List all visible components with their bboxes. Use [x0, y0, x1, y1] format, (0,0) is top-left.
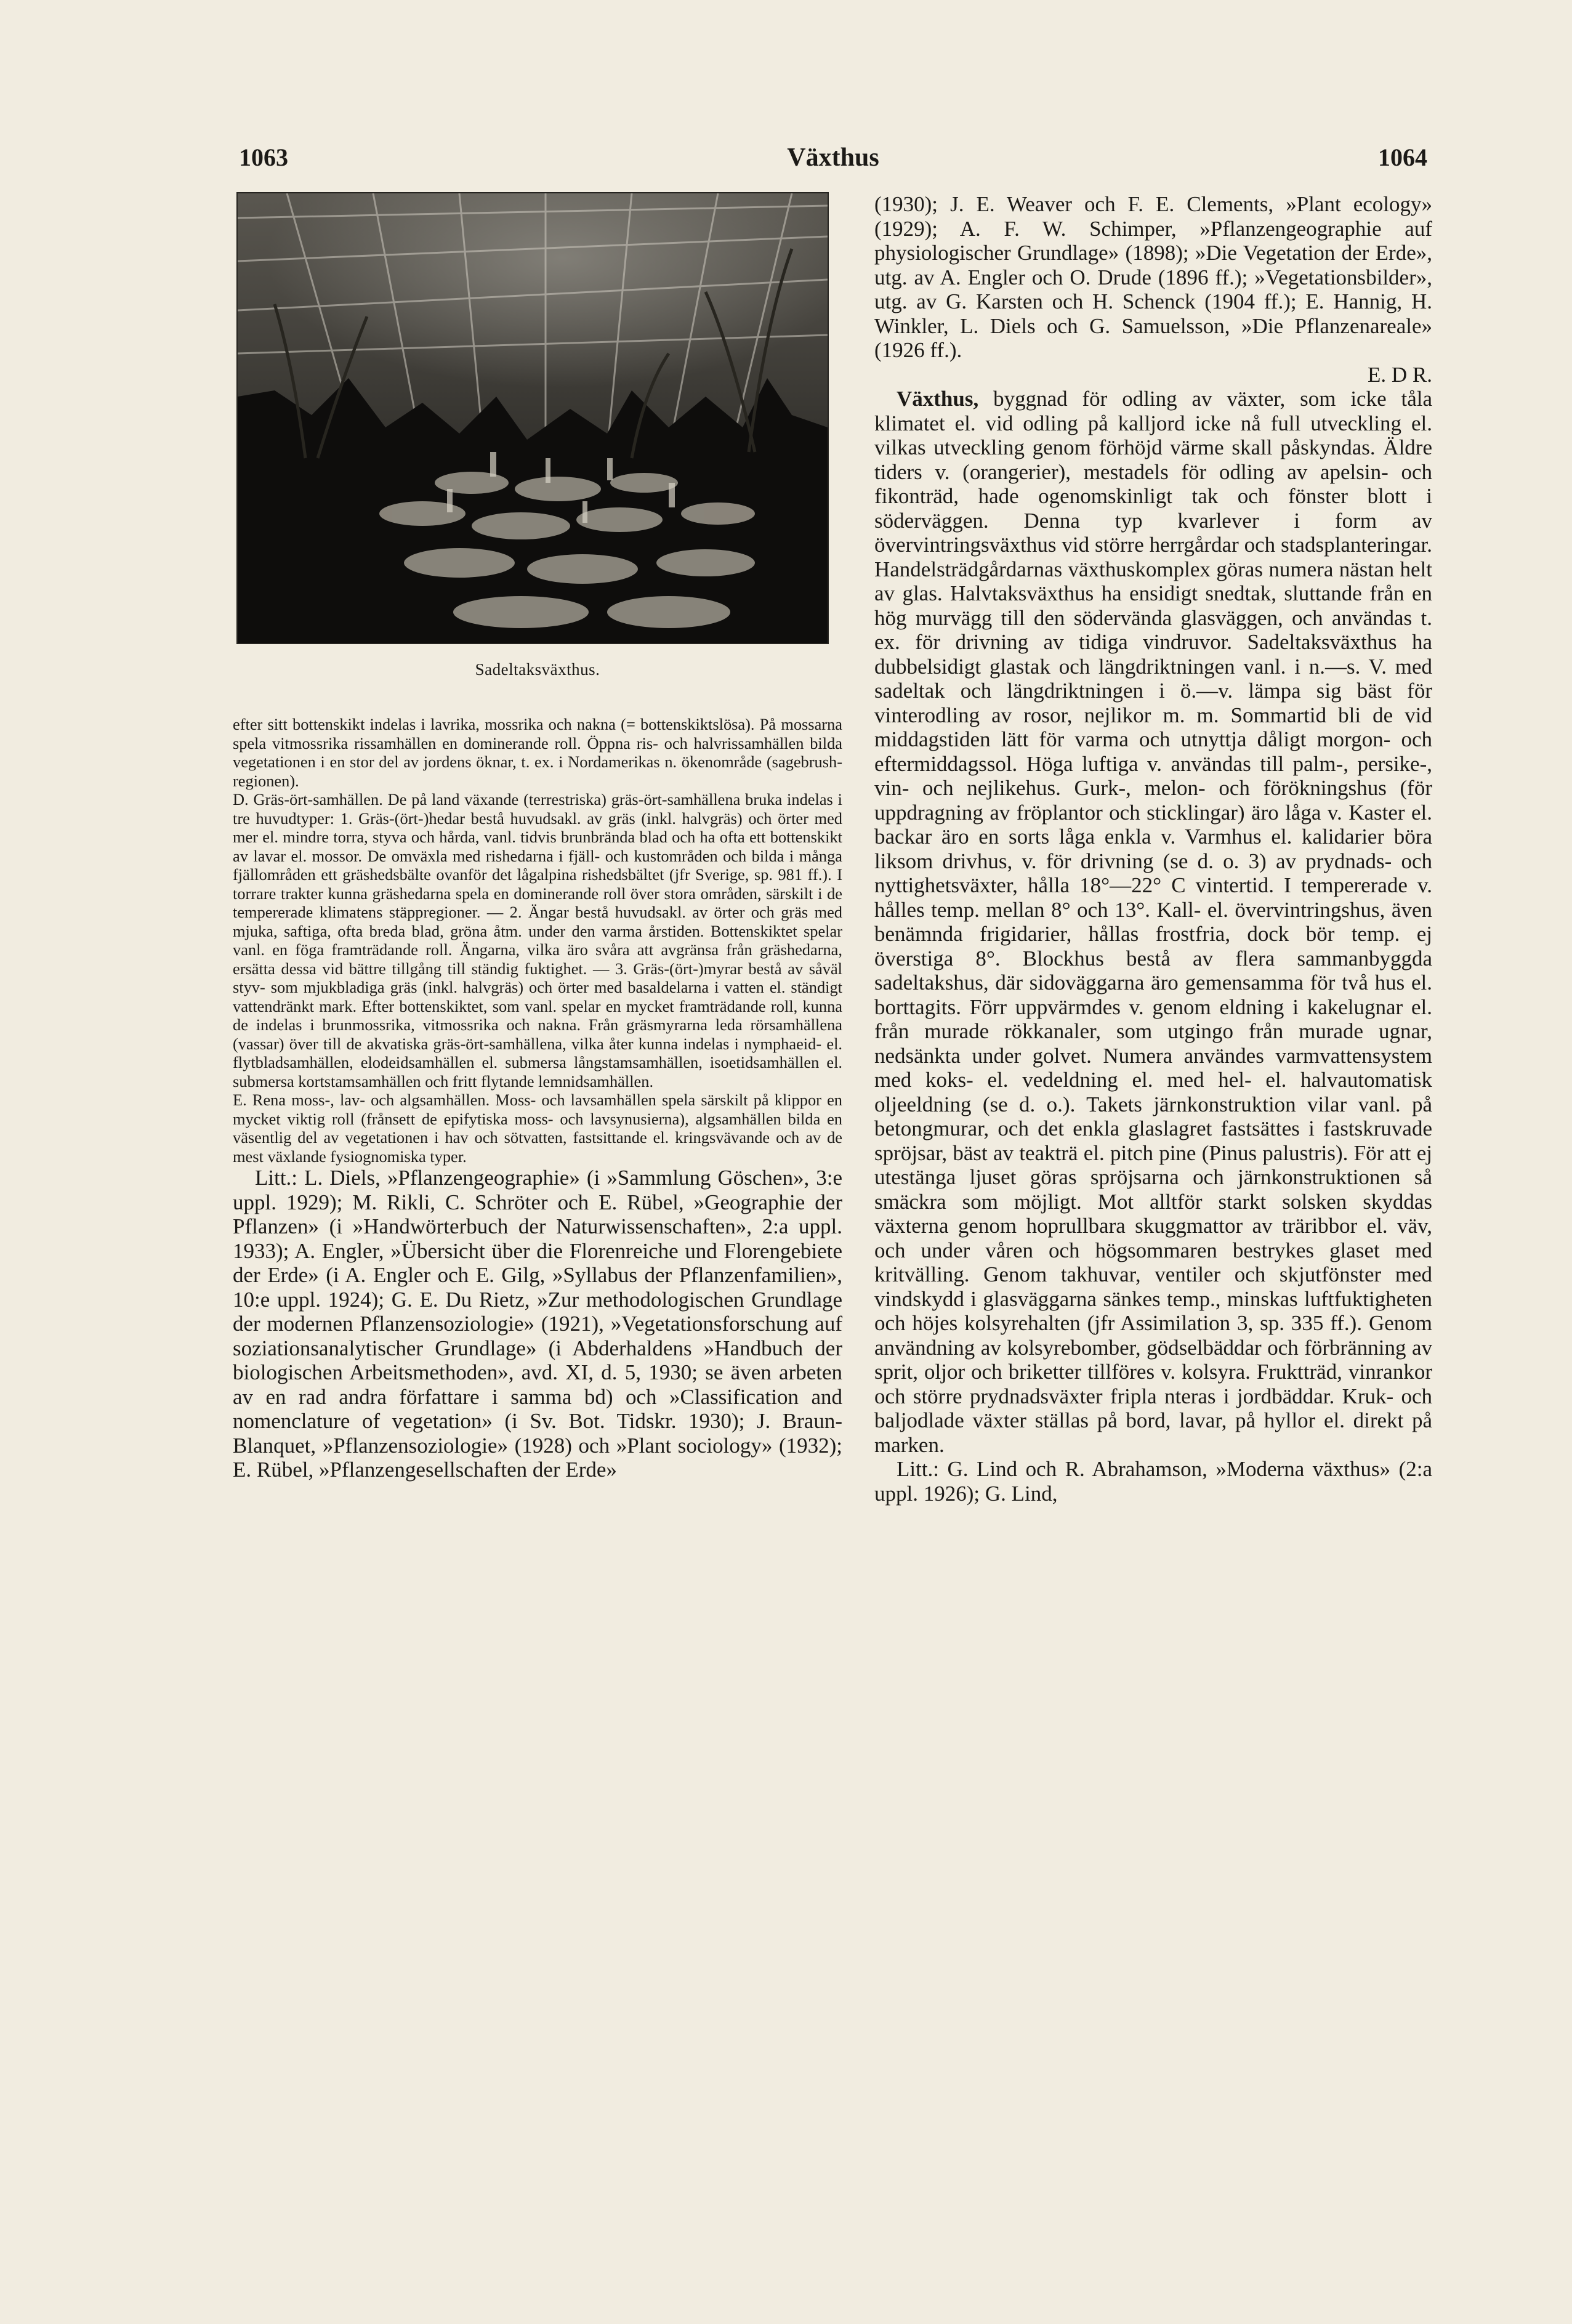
paragraph-lichen-moss: efter sitt bottenskikt indelas i lavrika, mossrika och nakna (= bottenskiktslösa). På mossarna spela vitmossrika rissamhällen en dominerande roll. Öppna ris- och halvrissamhällen bilda vegetationen i en stor del av jordens öknar, t. ex. i Nordamerikas n. ökenområde (sagebrush-regionen).	[233, 715, 842, 790]
header-title: Växthus	[787, 143, 879, 172]
running-header	[239, 143, 1427, 180]
page-number-right: 1064	[1378, 143, 1427, 171]
greenhouse-photo-image	[238, 193, 828, 643]
literature-right: Litt.: G. Lind och R. Abrahamson, »Moderna växthus» (2:a uppl. 1926); G. Lind,	[874, 1457, 1432, 1506]
author-signature: E. D R.	[1368, 362, 1432, 387]
literature-continuation: (1930); J. E. Weaver och F. E. Clements, »Plant ecology» (1929); A. F. W. Schimper, »Pflanzengeographie auf physiologischer Grundlage» (1898); »Die Vegetation der Erde», utg. av A. Engler och O. Drude (1896 ff.); »Vegetationsbilder», utg. av G. Karsten och H. Schenck (1904 ff.); E. Hannig, H. Winkler, L. Diels och G. Samuelsson, »Die Pflanzenareale» (1926 ff.).	[874, 192, 1432, 362]
article-body: byggnad för odling av växter, som icke tåla klimatet el. vid odling på kalljord icke nå full utveckling el. vilkas utveckling genom förhöjd värme skall påskyndas. Äldre tiders v. (orangerier), mestadels för odling av apelsin- och fikonträd, hade ogenomskinligt tak och fönster blott i söderväggen. Denna typ kvarlever i form av övervintringsväxthus vid större herrgårdar och stadsplanteringar. Handelsträdgårdarnas växthuskomplex göras numera nästan helt av glas. Halvtaksväxthus ha ensidigt snedtak, sluttande från en hög murvägg till den södervända glasväggen, och användas t. ex. för drivning av tidiga vindruvor. Sadeltaksväxthus ha dubbelsidigt glastak och längdriktningen vanl. i n.—s. V. med sadeltak och längdriktningen i ö.—v. lämpa sig bäst för vinterodling av rosor, nejlikor m. m. Sommartid bli de vid middagstiden lätt för varma och utnyttja dåligt morgon- och eftermiddagssol. Höga luftiga v. användas till palm-, persike-, vin- och nejlikehus. Gurk-, melon- och förökningshus (för uppdragning av fröplantor och sticklingar) äro låga v. Kaster el. backar äro en sorts låga enkla v. Varmhus el. kalidarier böra liksom drivhus, v. för drivning (se d. o. 3) av prydnads- och nyttighetsväxter, hålla 18°—22° C vintertid. I tempererade v. hålles temp. mellan 8° och 13°. Kall- el. övervintringshus, även benämnda frigidarier, hållas frostfria, dock bör temp. ej överstiga 8°. Blockhus bestå av flera sammanbyggda sadeltakshus, där sidoväggarna äro gemensamma för två hus el. borttagits. Förr uppvärmdes v. genom eldning i kakelugnar el. från murade rökkanaler, som utgingo från murade ugnar, nedsänkta under golvet. Numera användes varmvattensystem med koks- el. vedeldning el. med hel- el. halvautomatisk oljeeldning (se d. o.). Takets järnkonstruktion vilar vanl. på betongmurar, och det enkla glaslagret fastsättes i fastskruvade spröjsar, bäst av teakträ el. pitch pine (Pinus palustris). För att ej utestänga ljuset göras spröjsarna och järnkonstruktionen så smäckra som möjligt. Mot alltför starkt solsken skyddas växterna genom hoprullbara skuggmattor av träribbor el. väv, och under våren och högsommaren bestrykes glaset med kritvälling. Genom takhuvar, ventiler och skjutfönster med vindskydd i glasväggarna sänkes temp., minskas luftfuktigheten och höjes kolsyrehalten (jfr Assimilation 3, sp. 335 ff.). Genom användning av kolsyrebomber, gödselbäddar och förbränning av sprit, oljor och briketter tillföres v. kolsyra. Fruktträd, vinrankor och större prydnadsväxter fripla nteras i jordbäddar. Kruk- och baljodlade växter ställas på bord, lavar, på hyllor el. direkt på marken.	[874, 387, 1433, 1457]
page-number-left: 1063	[239, 143, 288, 171]
right-column	[874, 192, 1432, 1506]
left-column	[233, 192, 842, 1482]
paragraph-grass-herb: D. Gräs-ört-samhällen. De på land växande (terrestriska) gräs-ört-samhällena bruka indelas i tre huvudtyper: 1. Gräs-(ört-)hedar bestå huvudsakl. av gräs (inkl. halvgräs) och örter med mer el. mindre torra, styva och hårda, vanl. tidvis brunbrända blad och ha ofta ett bottenskikt av lavar el. mossor. De omväxla med rishedarna i fjäll- och kustområden och bilda i många fjällområden ett gräshedsbälte ovanför det lågalpina rishedsbältet (jfr Sverige, sp. 981 ff.). I torrare trakter kunna gräshedarna spela en dominerande roll över stora områden, särskilt i de tempererade klimatens stäppregioner. — 2. Ängar bestå huvudsakl. av örter och gräs med mjuka, saftiga, ofta breda blad, gröna åtm. under den varma årstiden. Bottenskiktet spelar vanl. en föga framträdande roll. Ängarna, vilka äro svåra att avgränsa från gräshedarna, ersätta dessa vid bättre tillgång till ständig fuktighet. — 3. Gräs-(ört-)myrar bestå av såväl styv- som mjukbladiga gräs (inkl. halvgräs) och örter med basaldelarna i vatten el. ständigt vattendränkt mark. Efter bottenskiktet, som vanl. spelar en mycket framträdande roll, kunna de indelas i brunmossrika, vitmossrika och nakna. Från gräsmyrarna leda rörsamhällena (vassar) över till de akvatiska gräs-ört-samhällena, vilka åter kunna indelas i nymphaeid- el. flytbladsamhällen, elodeidsamhällen el. submersa långstamsamhällen, isoetidsamhällen el. submersa kortstamsamhällen och fritt flytande lemnidsamhällen.	[233, 790, 842, 1091]
left-literature	[233, 1166, 842, 1482]
figure-caption: Sadeltaksväxthus.	[475, 660, 600, 679]
paragraph-moss-lichen-algae: E. Rena moss-, lav- och algsamhällen. Moss- och lavsamhällen spela särskilt på klippor en mycket viktig roll (frånsett de epifytiska moss- och lavsynusierna), algsamhällen bilda en väsentlig del av vegetationen i hav och sötvatten, fastsittande el. kringsvävande och av de mest växlande fysiognomiska typer.	[233, 1091, 842, 1166]
left-small-text	[233, 715, 842, 1166]
article-vaxthus	[874, 387, 1432, 1457]
literature-left: Litt.: L. Diels, »Pflanzengeographie» (i »Sammlung Göschen», 3:e uppl. 1929); M. Rikli, C. Schröter och E. Rübel, »Geographie der Pflanzen» (i »Handwörterbuch der Naturwissenschaften», 2:a uppl. 1933); A. Engler, »Übersicht über die Florenreiche und Florengebiete der Erde» (i A. Engler och E. Gilg, »Syllabus der Pflanzenfamilien», 10:e uppl. 1924); G. E. Du Rietz, »Zur methodologischen Grundlage der modernen Pflanzensoziologie» (1921), »Vegetationsforschung auf soziationsanalytischer Grundlage» (i Abderhaldens »Handbuch der biologischen Arbeitsmethoden», avd. XI, d. 5, 1930; se även arbeten av en rad andra författare i samma bd) och »Classification and nomenclature of vegetation» (i Sv. Bot. Tidskr. 1930); J. Braun-Blanquet, »Pflanzensoziologie» (1928) och »Plant sociology» (1932); E. Rübel, »Pflanzengesellschaften der Erde»	[233, 1166, 842, 1482]
greenhouse-photo	[236, 192, 829, 644]
author-signature-row	[874, 363, 1432, 387]
article-headword: Växthus,	[897, 387, 979, 411]
